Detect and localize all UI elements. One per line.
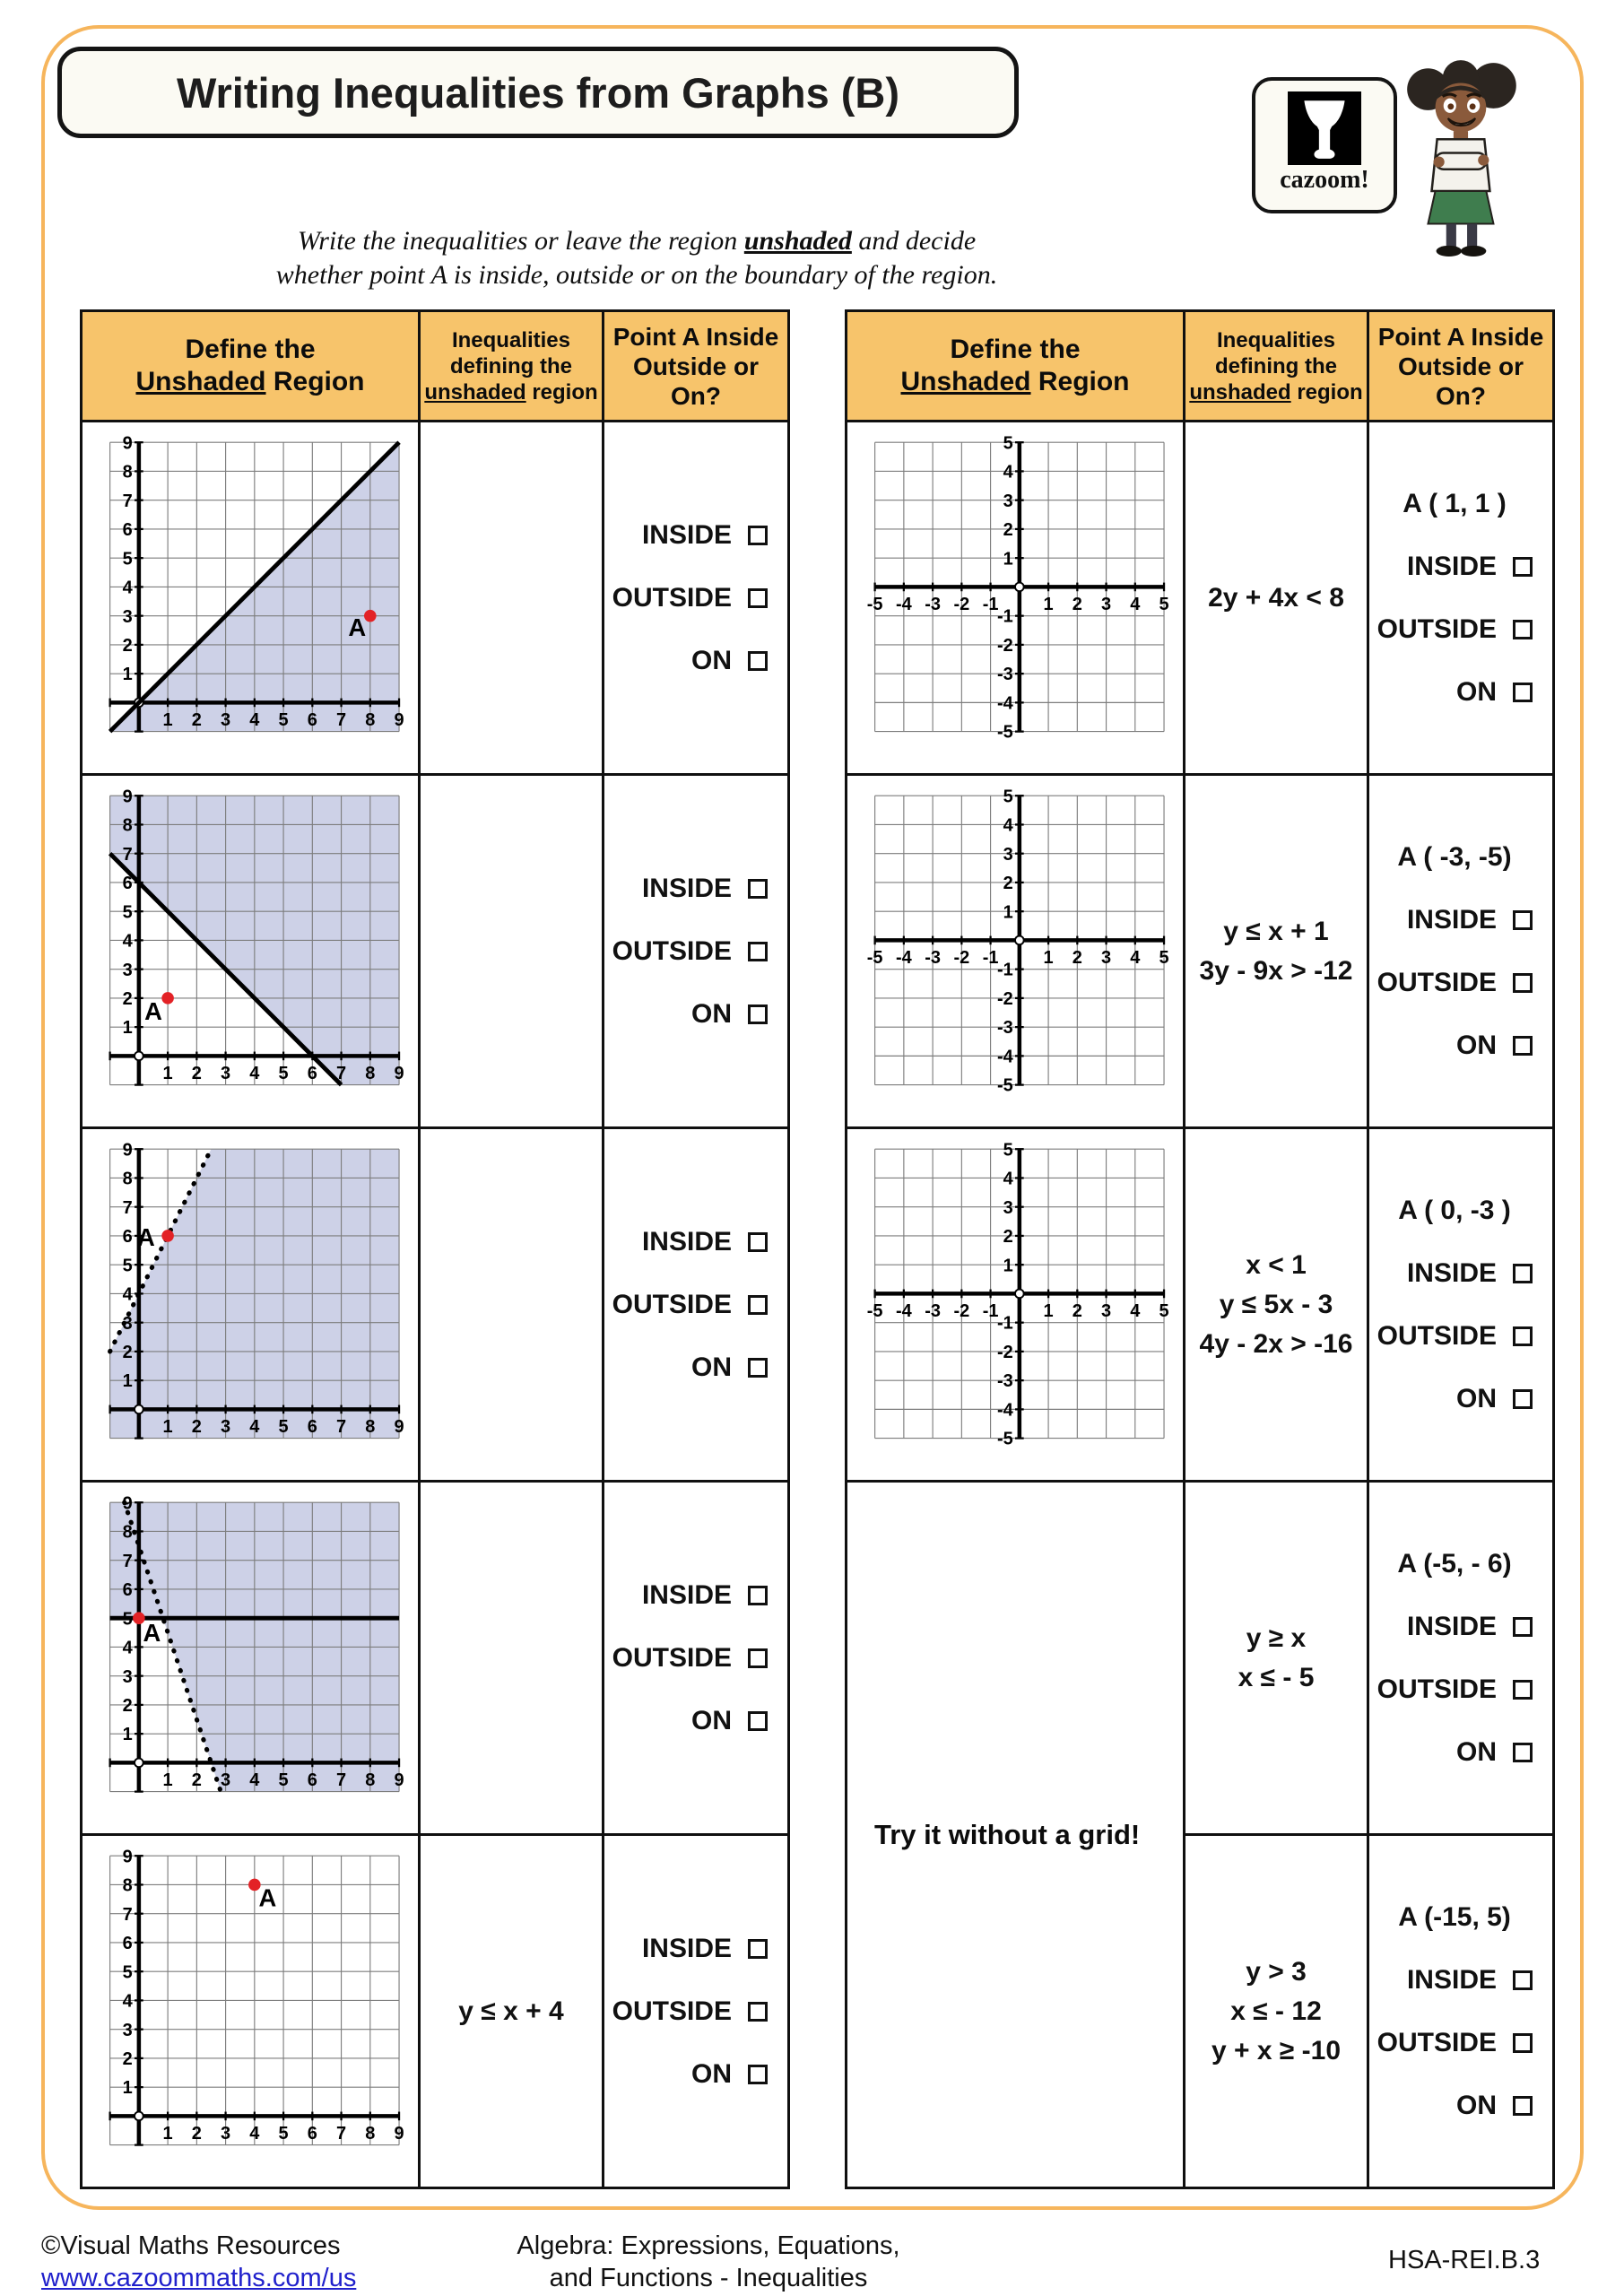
choice-on: ON — [1376, 1031, 1533, 1061]
svg-text:8 — [365, 2124, 375, 2144]
try-it-without-grid-cell — [847, 1482, 1185, 2188]
inequality-answer-cell[interactable] — [420, 1482, 604, 1835]
on-checkbox[interactable] — [748, 1711, 768, 1731]
svg-text:-4 — [896, 948, 912, 968]
svg-text:8 — [123, 1876, 133, 1896]
svg-text:-5 — [867, 948, 883, 968]
svg-text:4 — [249, 2124, 259, 2144]
svg-text:-2 — [953, 1301, 969, 1321]
svg-text:1 — [1003, 549, 1013, 569]
svg-text:1 — [123, 1725, 133, 1744]
choice-outside: OUTSIDE — [612, 936, 768, 967]
inside-checkbox[interactable] — [748, 1586, 768, 1605]
choice-inside: INSIDE — [612, 874, 768, 904]
graph-left-4 — [82, 1482, 420, 1835]
svg-text:1 — [123, 1018, 133, 1038]
svg-text:-5 — [867, 595, 883, 614]
svg-text:2 — [192, 1417, 202, 1437]
svg-text:1 — [1003, 1256, 1013, 1275]
svg-text:3 — [221, 2124, 230, 2144]
instruction-text: Write the inequalities or leave the region — [297, 226, 744, 256]
svg-text:4 — [123, 1992, 133, 2012]
svg-text:-2 — [997, 989, 1013, 1009]
svg-text:6 — [123, 1934, 133, 1953]
svg-text:4 — [123, 1285, 133, 1305]
svg-text:2 — [1073, 1301, 1082, 1321]
header-point-a: Point A Inside Outside or On? — [604, 311, 789, 422]
right-table — [845, 309, 1555, 2189]
svg-text:-3 — [997, 665, 1013, 684]
header-inequalities: Inequalities defining the unshaded region — [1185, 311, 1368, 422]
svg-text:9 — [123, 1140, 133, 1160]
choice-inside: INSIDE — [1376, 1258, 1533, 1289]
choice-inside: INSIDE — [1376, 1612, 1533, 1642]
svg-text:9 — [394, 710, 404, 730]
svg-text:-4 — [997, 1400, 1013, 1420]
point-a-coords: A (-5, - 6) — [1397, 1548, 1512, 1578]
svg-text:-1 — [997, 607, 1013, 627]
inequality-cell: y ≤ x + 4 — [420, 1835, 604, 2188]
svg-text:4 — [1003, 463, 1013, 483]
inequality-cell: x < 1 y ≤ 5x - 3 4y - 2x > -16 — [1185, 1128, 1368, 1482]
svg-text:8 — [123, 1170, 133, 1189]
inside-checkbox[interactable] — [748, 1232, 768, 1252]
svg-text:-2 — [997, 1343, 1013, 1362]
outside-checkbox[interactable] — [1513, 1326, 1533, 1346]
svg-text:4 — [123, 578, 133, 598]
choice-on: ON — [1376, 1737, 1533, 1768]
outside-checkbox[interactable] — [1513, 973, 1533, 993]
choice-inside: INSIDE — [1376, 1965, 1533, 1996]
svg-text:-3 — [925, 948, 941, 968]
outside-checkbox[interactable] — [748, 1648, 768, 1668]
svg-text:-5 — [997, 1430, 1013, 1449]
svg-text:3 — [1101, 595, 1111, 614]
svg-text:3 — [123, 961, 133, 980]
svg-text:-2 — [997, 636, 1013, 656]
on-checkbox[interactable] — [1513, 1036, 1533, 1056]
graph-left-3 — [82, 1128, 420, 1482]
svg-text:6 — [308, 1770, 317, 1790]
left-table — [80, 309, 790, 2189]
answer-cell — [604, 1835, 789, 2188]
answer-cell — [604, 1128, 789, 1482]
svg-text:7 — [123, 1552, 133, 1571]
answer-cell — [1368, 775, 1554, 1128]
inside-checkbox[interactable] — [1513, 1970, 1533, 1990]
svg-text:4 — [249, 1417, 259, 1437]
brand-name: cazoom! — [1280, 166, 1369, 194]
svg-text:3 — [221, 1417, 230, 1437]
svg-text:5 — [279, 1417, 289, 1437]
answer-cell — [1368, 422, 1554, 775]
svg-text:5 — [123, 549, 133, 569]
page-title: Writing Inequalities from Graphs (B) — [176, 68, 900, 117]
svg-text:2 — [1003, 874, 1013, 893]
choice-outside: OUTSIDE — [1376, 1321, 1533, 1352]
svg-text:5 — [123, 1962, 133, 1982]
svg-text:4 — [123, 1639, 133, 1658]
svg-text:5 — [123, 1256, 133, 1275]
svg-text:4 — [1003, 1170, 1013, 1189]
svg-text:-2 — [953, 948, 969, 968]
choice-outside: OUTSIDE — [1376, 614, 1533, 645]
svg-text:9 — [394, 1770, 404, 1790]
outside-checkbox[interactable] — [1513, 2033, 1533, 2053]
choice-on: ON — [612, 999, 768, 1030]
answer-cell — [604, 422, 789, 775]
svg-text:A — [143, 1619, 161, 1647]
on-checkbox[interactable] — [1513, 1743, 1533, 1762]
svg-text:2 — [192, 2124, 202, 2144]
answer-cell — [1368, 1482, 1554, 1835]
title-box — [57, 47, 1019, 138]
drum-icon — [1288, 91, 1361, 165]
svg-text:7 — [123, 1198, 133, 1218]
choice-on: ON — [612, 646, 768, 676]
svg-text:2 — [192, 710, 202, 730]
svg-text:8 — [365, 710, 375, 730]
svg-text:3 — [1003, 1198, 1013, 1218]
on-checkbox[interactable] — [748, 651, 768, 671]
svg-text:-3 — [997, 1018, 1013, 1038]
svg-text:7 — [336, 710, 346, 730]
choice-outside: OUTSIDE — [1376, 2028, 1533, 2058]
graph-right-2[interactable] — [847, 775, 1185, 1128]
point-a-coords: A (-15, 5) — [1398, 1901, 1511, 1932]
svg-text:6 — [308, 710, 317, 730]
svg-text:-4 — [997, 1047, 1013, 1066]
svg-text:9 — [123, 433, 133, 453]
svg-text:3 — [123, 607, 133, 627]
svg-text:9 — [394, 1064, 404, 1083]
svg-text:-3 — [925, 595, 941, 614]
svg-text:2 — [1073, 595, 1082, 614]
on-checkbox[interactable] — [748, 2065, 768, 2084]
svg-text:4 — [1130, 1301, 1140, 1321]
svg-text:5 — [279, 2124, 289, 2144]
outside-checkbox[interactable] — [748, 588, 768, 608]
svg-text:1 — [163, 710, 173, 730]
graph-left-1 — [82, 422, 420, 775]
footer-center: Algebra: Expressions, Equations, and Functions - Inequalities — [517, 2231, 900, 2292]
svg-text:2 — [123, 1343, 133, 1362]
copyright-text: ©Visual Maths Resources — [41, 2231, 341, 2260]
svg-text:7 — [123, 491, 133, 511]
svg-text:2 — [192, 1770, 202, 1790]
point-a-coords: A ( 1, 1 ) — [1403, 488, 1507, 518]
inside-checkbox[interactable] — [748, 1939, 768, 1959]
svg-text:1 — [123, 1371, 133, 1391]
svg-text:8 — [365, 1417, 375, 1437]
svg-text:A — [137, 1223, 155, 1251]
outside-checkbox[interactable] — [1513, 620, 1533, 639]
svg-text:3 — [1003, 845, 1013, 865]
on-checkbox[interactable] — [748, 1358, 768, 1378]
on-checkbox[interactable] — [1513, 1389, 1533, 1409]
header-inequalities: Inequalities defining the unshaded region — [420, 311, 604, 422]
inside-checkbox[interactable] — [1513, 557, 1533, 577]
on-checkbox[interactable] — [1513, 2096, 1533, 2116]
point-a-coords: A ( 0, -3 ) — [1398, 1195, 1511, 1225]
outside-checkbox[interactable] — [748, 2002, 768, 2022]
choice-outside: OUTSIDE — [1376, 1674, 1533, 1705]
svg-text:6 — [308, 1417, 317, 1437]
svg-text:6 — [123, 1580, 133, 1600]
svg-text:8 — [123, 463, 133, 483]
inside-checkbox[interactable] — [1513, 910, 1533, 930]
choice-on: ON — [1376, 677, 1533, 708]
svg-text:4 — [1130, 595, 1140, 614]
svg-text:5 — [279, 1770, 289, 1790]
svg-text:1 — [163, 2124, 173, 2144]
svg-text:5 — [1159, 595, 1168, 614]
svg-text:8 — [123, 1523, 133, 1543]
svg-text:5 — [1003, 1140, 1013, 1160]
svg-text:2 — [1073, 948, 1082, 968]
inequality-answer-cell[interactable] — [420, 775, 604, 1128]
choice-on: ON — [1376, 2091, 1533, 2121]
svg-text:9 — [394, 1417, 404, 1437]
svg-text:3 — [221, 1064, 230, 1083]
svg-text:2 — [192, 1064, 202, 1083]
svg-text:3 — [221, 1770, 230, 1790]
svg-text:4 — [123, 932, 133, 952]
outside-checkbox[interactable] — [1513, 1680, 1533, 1700]
svg-text:1 — [1044, 948, 1054, 968]
svg-text:-5 — [997, 1076, 1013, 1096]
svg-text:-1 — [997, 1314, 1013, 1334]
graph-left-5[interactable] — [82, 1835, 420, 2188]
svg-text:2 — [123, 636, 133, 656]
outside-checkbox[interactable] — [748, 942, 768, 961]
svg-text:8 — [365, 1064, 375, 1083]
svg-text:1 — [163, 1417, 173, 1437]
svg-text:4 — [1130, 948, 1140, 968]
choice-on: ON — [612, 1352, 768, 1383]
choice-outside: OUTSIDE — [612, 1643, 768, 1674]
svg-text:1 — [163, 1064, 173, 1083]
standard-code: HSA-REI.B.3 — [1388, 2246, 1541, 2274]
inequality-answer-cell[interactable] — [420, 1128, 604, 1482]
svg-text:5 — [1159, 948, 1168, 968]
svg-text:9 — [123, 1847, 133, 1866]
svg-text:2 — [123, 1696, 133, 1716]
svg-text:-5 — [867, 1301, 883, 1321]
svg-text:3 — [221, 710, 230, 730]
inequality-cell: 2y + 4x < 8 — [1185, 422, 1368, 775]
cartoon-student — [1395, 52, 1532, 258]
svg-text:7 — [336, 1417, 346, 1437]
inside-checkbox[interactable] — [748, 526, 768, 545]
svg-text:3 — [123, 1667, 133, 1687]
svg-text:6 — [123, 520, 133, 540]
choice-on: ON — [1376, 1384, 1533, 1414]
svg-text:A — [144, 997, 162, 1025]
choice-outside: OUTSIDE — [612, 583, 768, 613]
svg-text:5 — [1159, 1301, 1168, 1321]
inequality-cell: y > 3 x ≤ - 12 y + x ≥ -10 — [1185, 1835, 1368, 2188]
svg-text:-2 — [953, 595, 969, 614]
svg-text:4 — [249, 710, 259, 730]
footer-left — [41, 2230, 356, 2294]
header-define-region: Define the Unshaded Region — [82, 311, 420, 422]
graph-right-1[interactable] — [847, 422, 1185, 775]
svg-text:-3 — [925, 1301, 941, 1321]
cazoom-logo — [1252, 77, 1397, 213]
svg-text:2 — [123, 2049, 133, 2069]
inequality-cell: y ≥ x x ≤ - 5 — [1185, 1482, 1368, 1835]
choice-inside: INSIDE — [612, 1934, 768, 1964]
svg-text:1 — [1044, 1301, 1054, 1321]
choice-inside: INSIDE — [612, 520, 768, 551]
svg-text:2 — [1003, 1227, 1013, 1247]
svg-text:4 — [1003, 816, 1013, 836]
svg-text:2 — [1003, 520, 1013, 540]
svg-text:8 — [365, 1770, 375, 1790]
svg-text:2 — [123, 989, 133, 1009]
svg-text:7 — [336, 2124, 346, 2144]
answer-cell — [604, 1482, 789, 1835]
svg-text:1 — [163, 1770, 173, 1790]
svg-text:5 — [123, 902, 133, 922]
svg-text:5 — [279, 710, 289, 730]
point-a-coords: A ( -3, -5) — [1397, 841, 1512, 872]
choice-inside: INSIDE — [1376, 552, 1533, 582]
svg-text:6 — [308, 2124, 317, 2144]
svg-text:7 — [123, 1905, 133, 1925]
svg-text:1 — [1044, 595, 1054, 614]
inequality-answer-cell[interactable] — [420, 422, 604, 775]
svg-text:3 — [123, 2021, 133, 2040]
svg-text:1 — [123, 665, 133, 684]
svg-text:-4 — [896, 595, 912, 614]
choice-on: ON — [612, 1706, 768, 1736]
svg-text:7 — [123, 845, 133, 865]
svg-text:7 — [336, 1770, 346, 1790]
svg-text:9 — [394, 2124, 404, 2144]
svg-text:5 — [1003, 787, 1013, 806]
svg-text:3 — [1101, 948, 1111, 968]
svg-text:A — [258, 1884, 276, 1912]
graph-right-3[interactable] — [847, 1128, 1185, 1482]
inside-checkbox[interactable] — [748, 879, 768, 899]
answer-cell — [1368, 1128, 1554, 1482]
instruction-unshaded: unshaded — [743, 226, 852, 256]
svg-text:-4 — [997, 693, 1013, 713]
svg-text:-1 — [997, 961, 1013, 980]
svg-text:4 — [249, 1064, 259, 1083]
choice-outside: OUTSIDE — [612, 1290, 768, 1320]
svg-text:6 — [308, 1064, 317, 1083]
inside-checkbox[interactable] — [1513, 1264, 1533, 1283]
answer-cell — [604, 775, 789, 1128]
try-it-label: Try it without a grid! — [874, 1818, 1141, 1850]
inequality-cell: y ≤ x + 1 3y - 9x > -12 — [1185, 775, 1368, 1128]
svg-text:1 — [1003, 902, 1013, 922]
on-checkbox[interactable] — [1513, 683, 1533, 702]
svg-text:-3 — [997, 1371, 1013, 1391]
outside-checkbox[interactable] — [748, 1295, 768, 1315]
choice-inside: INSIDE — [612, 1227, 768, 1257]
website-link[interactable]: www.cazoommaths.com/us — [41, 2264, 357, 2292]
svg-text:1 — [123, 2078, 133, 2098]
choice-outside: OUTSIDE — [1376, 968, 1533, 998]
svg-text:9 — [123, 787, 133, 806]
choice-inside: INSIDE — [612, 1580, 768, 1611]
svg-text:-5 — [997, 723, 1013, 743]
svg-text:5 — [279, 1064, 289, 1083]
svg-text:A — [348, 613, 366, 641]
svg-text:-4 — [896, 1301, 912, 1321]
answer-cell — [1368, 1835, 1554, 2188]
choice-on: ON — [612, 2059, 768, 2090]
inside-checkbox[interactable] — [1513, 1617, 1533, 1637]
graph-left-2 — [82, 775, 420, 1128]
on-checkbox[interactable] — [748, 1004, 768, 1024]
svg-text:8 — [123, 816, 133, 836]
svg-text:3 — [1003, 491, 1013, 511]
svg-text:5 — [1003, 433, 1013, 453]
svg-text:4 — [249, 1770, 259, 1790]
instructions: Write the inequalities or leave the region unshaded and decide whether point A is inside, outside or on the boundary of the region. — [275, 226, 998, 290]
choice-inside: INSIDE — [1376, 905, 1533, 935]
header-point-a: Point A Inside Outside or On? — [1368, 311, 1554, 422]
svg-text:3 — [1101, 1301, 1111, 1321]
choice-outside: OUTSIDE — [612, 1996, 768, 2027]
svg-text:6 — [123, 1227, 133, 1247]
header-define-region: Define the Unshaded Region — [847, 311, 1185, 422]
